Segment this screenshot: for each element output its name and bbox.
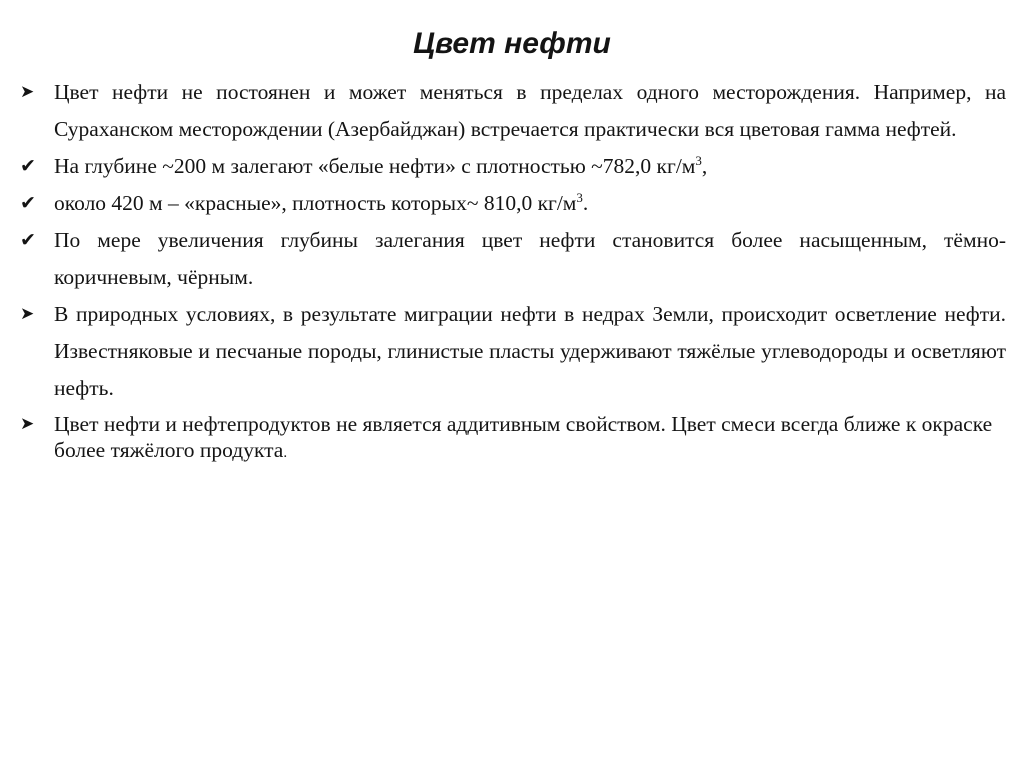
checkmark-bullet-icon: ✔ [20,229,36,251]
list-item-tail: , [701,154,708,178]
slide-title: Цвет нефти [413,27,611,60]
list-item [20,185,1006,222]
list-item-text: В природных условиях, в результате миграции нефти в недрах Земли, происходит осветление нефти. Известняковые и песчаные породы, глинистые пласты удерживают тяжёлые углеводороды и осветляют нефть. [54,302,1006,400]
list-item [20,222,1006,296]
list-item-text: около 420 м – «красные», плотность которых~ 810,0 кг/м [54,191,577,215]
list-item [20,296,1006,407]
list-item-text: На глубине ~200 м залегают «белые нефти» с плотностью ~782,0 кг/м [54,154,696,178]
arrow-bullet-icon: ➤ [20,414,35,434]
list-item [20,148,1006,185]
checkmark-bullet-icon: ✔ [20,192,36,214]
arrow-bullet-icon: ➤ [20,304,35,324]
list-item-tail: . [582,191,589,215]
slide-body [20,74,1006,466]
checkmark-bullet-icon: ✔ [20,155,36,177]
list-item-text: Цвет нефти не постоянен и может меняться в пределах одного месторождения. Например, на Сураханском месторождении (Азербайджан) встречается практически вся цветовая гамма нефтей. [54,80,1006,141]
list-item-text: Цвет нефти и нефтепродуктов не является аддитивным свойством. Цвет смеси всегда ближе к окраске более тяжёлого продукта [54,412,993,462]
list-item [20,411,1006,466]
list-item-text: По мере увеличения глубины залегания цвет нефти становится более насыщенным, тёмно-коричневым, чёрным. [54,228,1006,289]
list-item-tail: . [283,445,288,461]
list-item [20,74,1006,148]
arrow-bullet-icon: ➤ [20,82,35,102]
superscript: 3 [695,152,702,168]
superscript: 3 [576,189,583,205]
